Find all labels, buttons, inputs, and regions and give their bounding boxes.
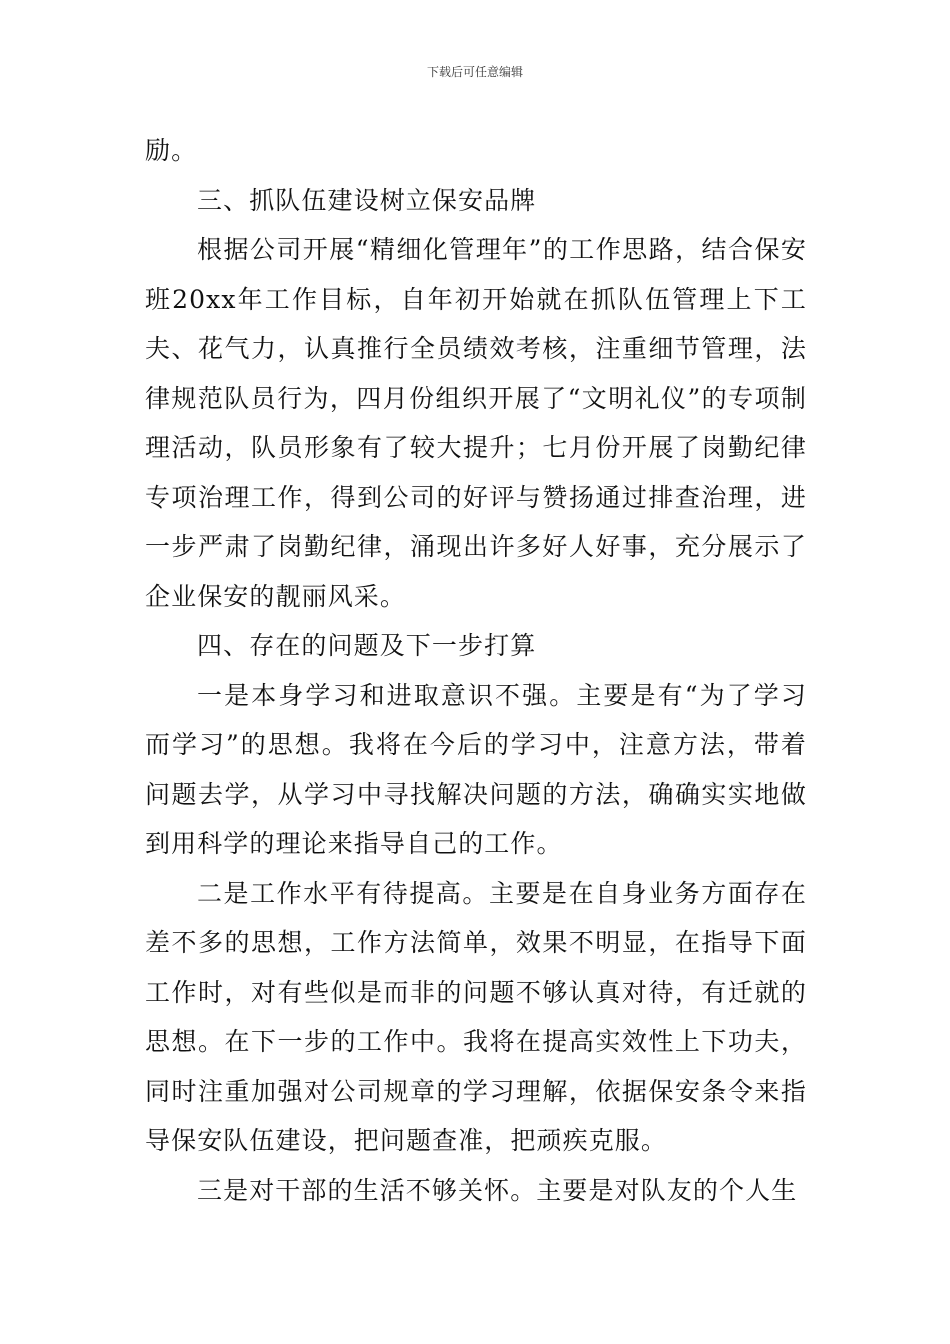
page-header: 下载后可任意编辑: [426, 65, 523, 79]
paragraph-team-building: 根据公司开展“精细化管理年”的工作思路，结合保安班20xx年工作目标，自年初开始就在抓队伍管理上下工夫、花气力，认真推行全员绩效考核，注重细节管理，法律规范队员行为，四月份组织开展了“文明礼仪”的专项制理活动，队员形象有了较大提升；七月份开展了岗勤纪律专项治理工作，得到公司的好评与赞扬通过排查治理，进一步严肃了岗勤纪律，涌现出许多好人好事，充分展示了企业保安的靓丽风采。: [145, 235, 807, 611]
paragraph-continuation: 励。: [145, 136, 198, 165]
section-heading-three: 三、抓队伍建设树立保安品牌: [197, 185, 537, 215]
document-body: [145, 126, 807, 1215]
section-heading-four: 四、存在的问题及下一步打算: [197, 631, 537, 660]
paragraph-issue-one: 一是本身学习和进取意识不强。主要是有“为了学习而学习”的思想。我将在今后的学习中，注意方法，带着问题去学，从学习中寻找解决问题的方法，确确实实地做到用科学的理论来指导自己的工作。: [145, 680, 807, 858]
paragraph-issue-two: 二是工作水平有待提高。主要是在自身业务方面存在差不多的思想，工作方法简单，效果不明显，在指导下面工作时，对有些似是而非的问题不够认真对待，有迁就的思想。在下一步的工作中。我将在提高实效性上下功夫，同时注重加强对公司规章的学习理解，依据保安条令来指导保安队伍建设，把问题查准，把顽疾克服。: [145, 878, 807, 1155]
paragraph-issue-three: 三是对干部的生活不够关怀。主要是对队友的个人生: [197, 1175, 798, 1205]
